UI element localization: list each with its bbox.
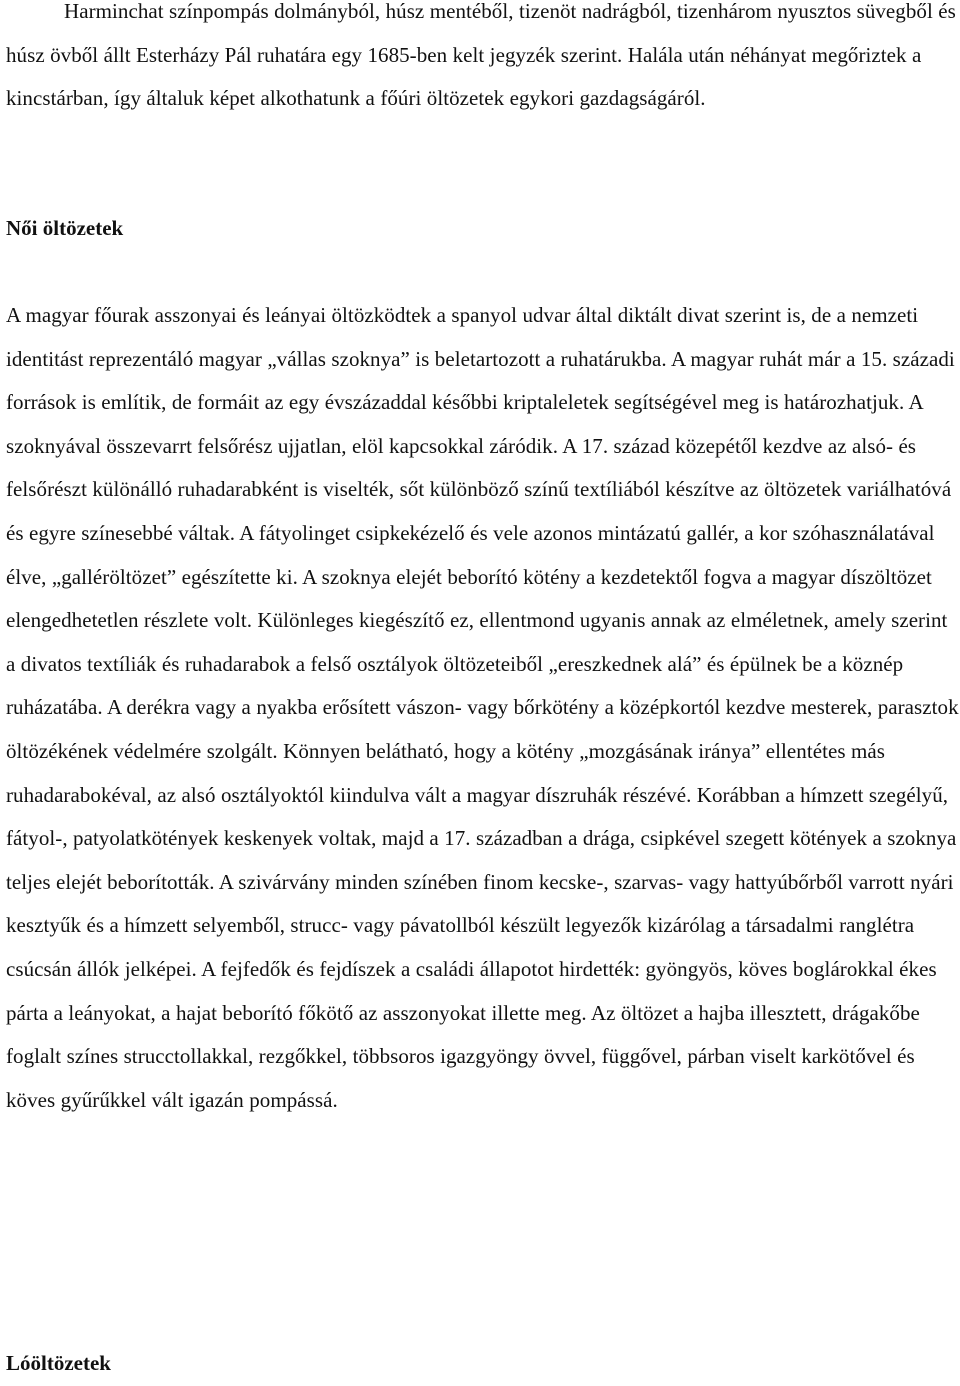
heading-womens-clothing: Női öltözetek (6, 216, 124, 240)
intro-paragraph: Harminchat színpompás dolmányból, húsz mentéből, tizenöt nadrágból, tizenhárom nyusztos süvegből és húsz övből állt Esterházy Pál ruhatára egy 1685-ben kelt jegyzék szerint. Halála után néhányat megőriztek a kincstárban, így általuk képet alkothatunk a főúri öltözetek egykori gazdagságáról. (6, 0, 956, 111)
womens-clothing-paragraph: A magyar főurak asszonyai és leányai öltözködtek a spanyol udvar által diktált divat szerint is, de a nemzeti identitást reprezentáló magyar „vállas szoknya” is beletartozott a ruhatárukba. A magyar ruhát már a 15. századi források is említik, de formáit az egy évszázaddal későbbi kriptaleletek segítségével meg is határozhatjuk. A szoknyával összevarrt felsőrész ujjatlan, elöl kapcsokkal záródik. A 17. század közepétől kezdve az alsó- és felsőrészt különálló ruhadarabként is viselték, sőt különböző színű textíliából készítve az öltözetek variálhatóvá és egyre színesebbé váltak. A fátyolinget csipkekézelő és vele azonos mintázatú gallér, a kor szóhasználatával élve, „galléröltözet” egészítette ki. A szoknya elejét beborító kötény a kezdetektől fogva a magyar díszöltözet elengedhetetlen részlete volt. Különleges kiegészítő ez, ellentmond ugyanis annak az elméletnek, amely szerint a divatos textíliák és ruhadarabok a felső osztályok öltözeteiből „ereszkednek alá” és épülnek be a köznép ruházatába. A derékra vagy a nyakba erősített vászon- vagy bőrkötény a középkortól kezdve mesterek, parasztok öltözékének védelmére szolgált. Könnyen belátható, hogy a kötény „mozgásának iránya” ellentétes más ruhadarabokéval, az alsó osztályoktól kiindulva vált a magyar díszruhák részévé. Korábban a hímzett szegélyű, fátyol-, patyolatkötények keskenyek voltak, majd a 17. században a drága, csipkével szegett kötények a szoknya teljes elejét beborították. A szivárvány minden színében finom kecske-, szarvas- vagy hattyúbőrből varrott nyári kesztyűk és a hímzett selyemből, strucc- vagy pávatollból készült legyezők kizárólag a társadalmi ranglétra csúcsán állók jelképei. A fejfedők és fejdíszek a családi állapotot hirdették: gyöngyös, köves boglárokkal ékes párta a leányokat, a hajat beborító főkötő az asszonyokat illette meg. Az öltözet a hajba illesztett, drágakőbe foglalt színes strucctollakkal, rezgőkkel, többsoros igazgyöngy övvel, függővel, párban viselt karkötővel és köves gyűrűkkel vált igazán pompássá. (6, 303, 959, 1112)
heading-horse-clothing: Lóöltözetek (6, 1351, 111, 1375)
